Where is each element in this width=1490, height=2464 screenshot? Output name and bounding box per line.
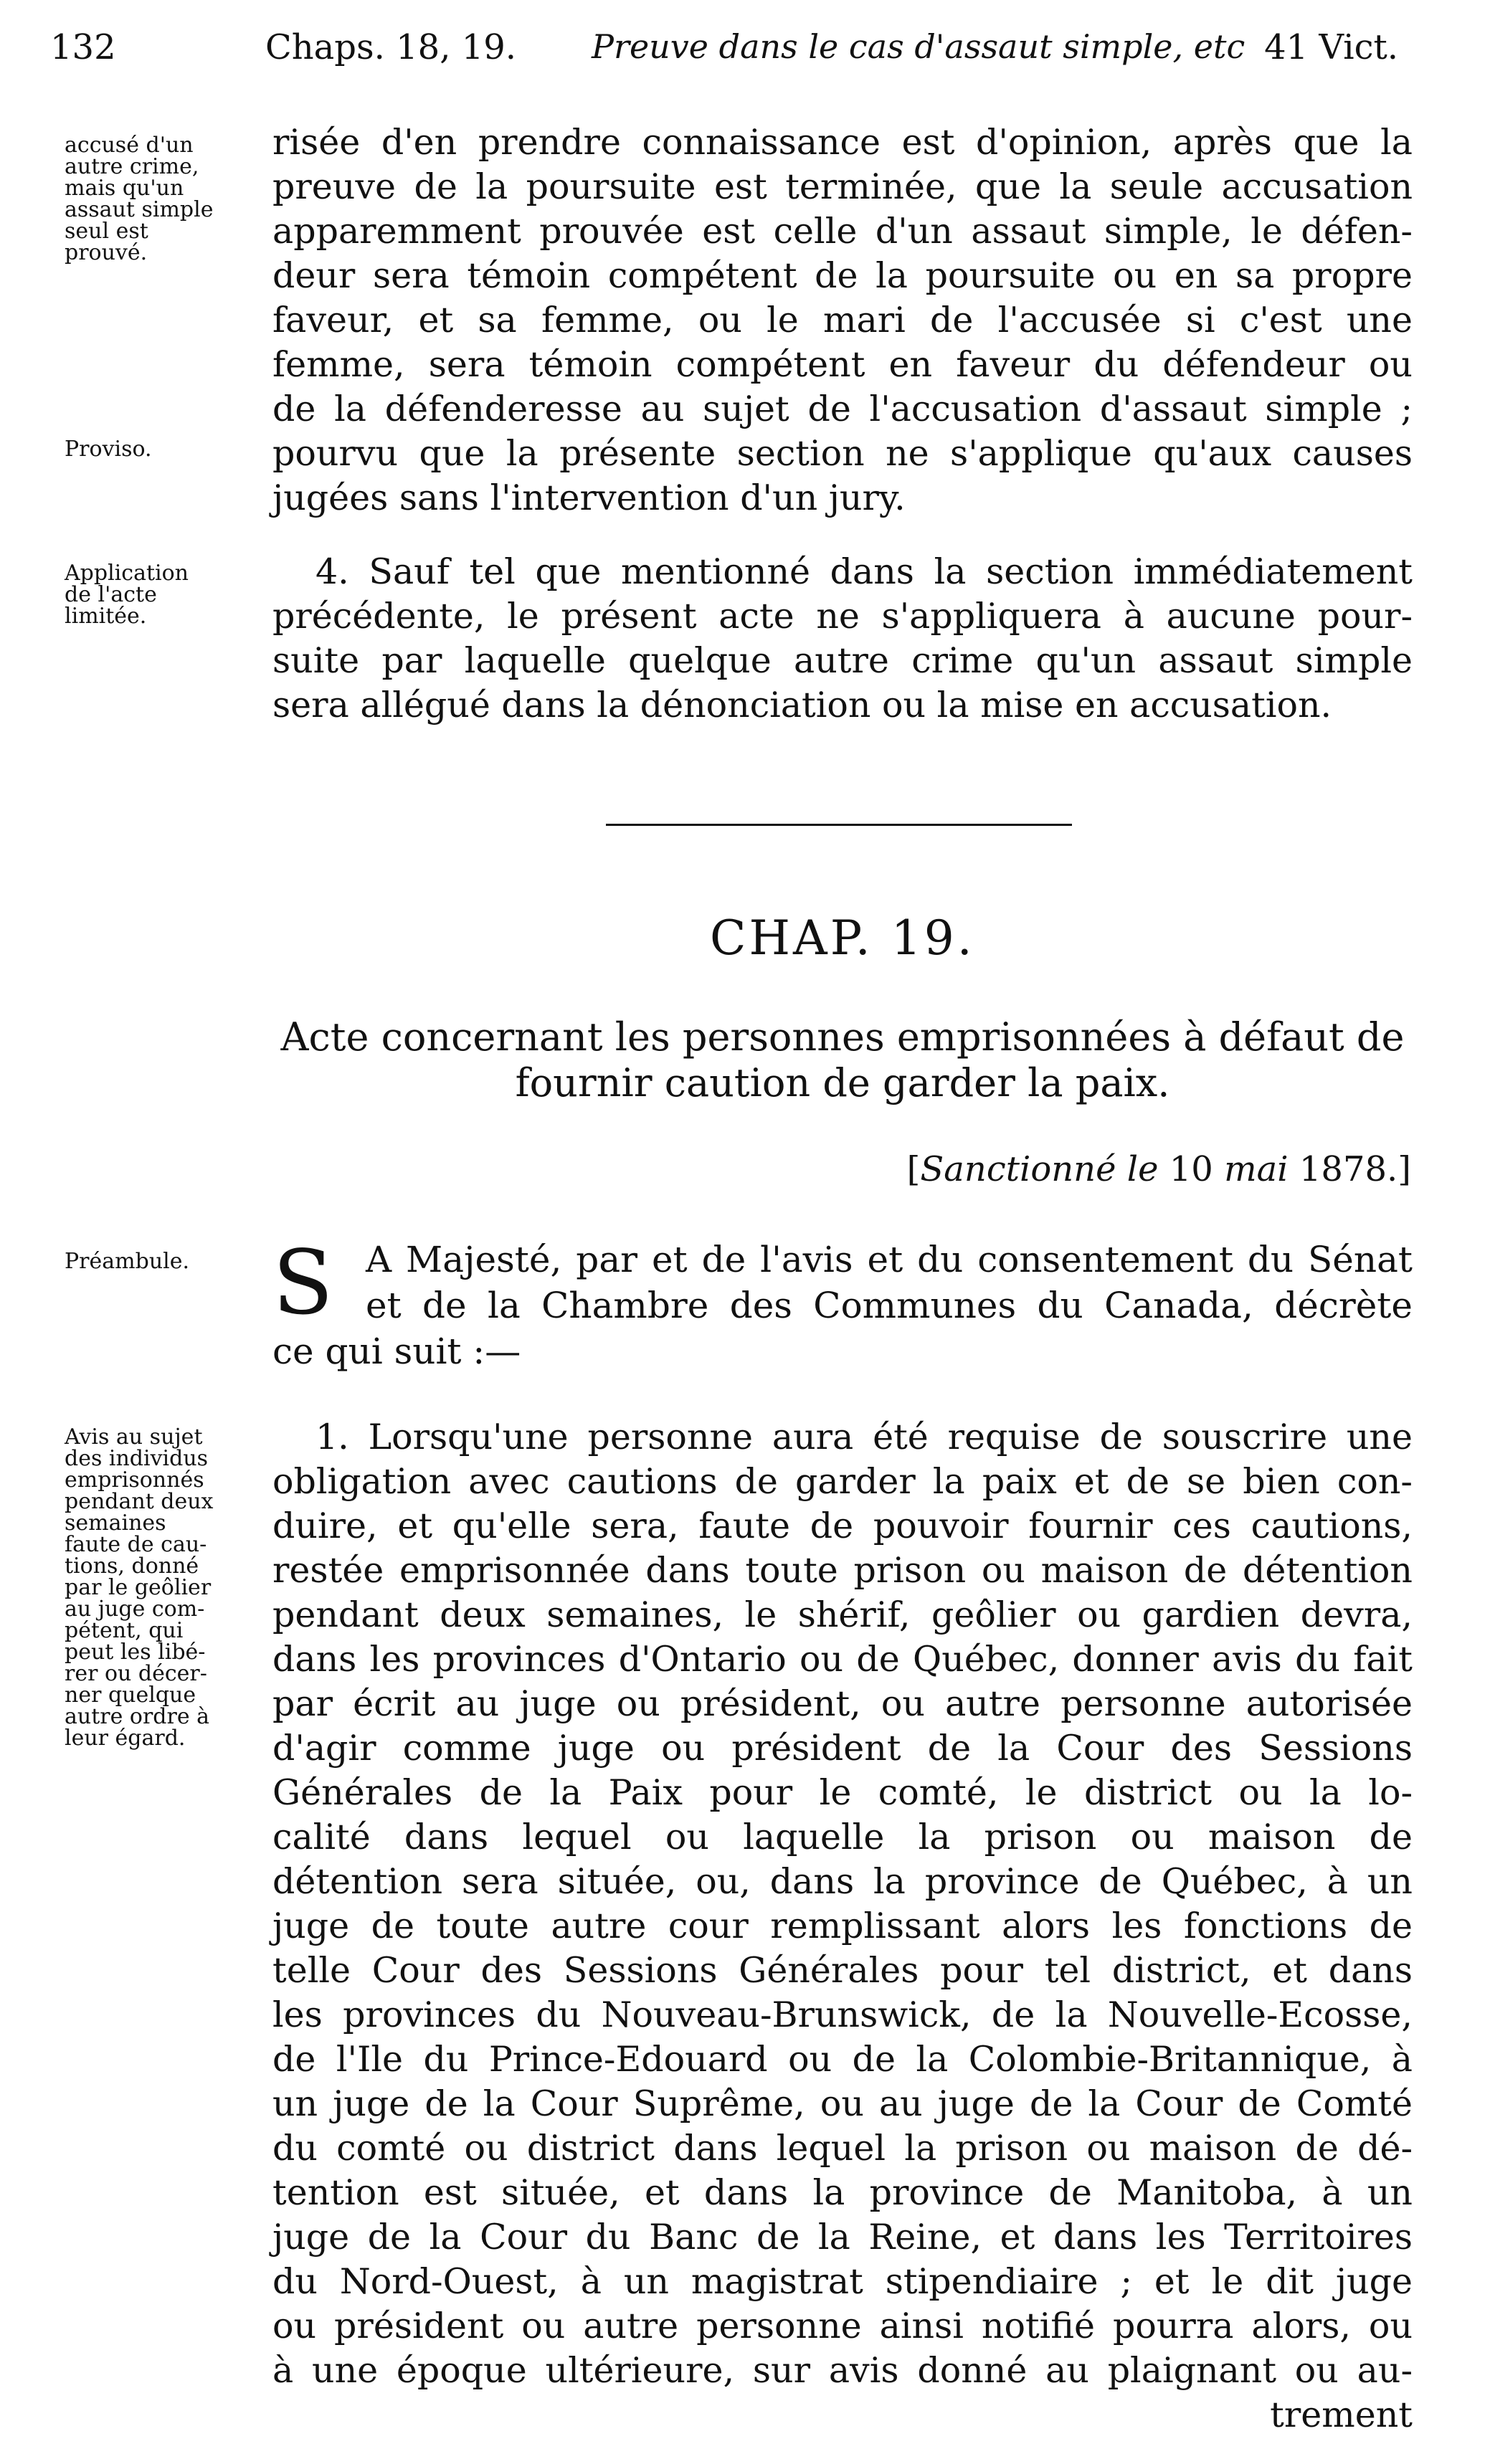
- note-line: de l'acte: [65, 582, 157, 607]
- note-line: au juge com-: [65, 1597, 205, 1622]
- note-line: Application: [65, 561, 189, 586]
- text-line: du comté ou district dans lequel la prison ou maison de dé-: [272, 2128, 1413, 2169]
- text-line: de la défenderesse au sujet de l'accusation d'assaut simple ;: [272, 389, 1413, 429]
- margin-note-notice: [65, 1424, 265, 1751]
- note-line: des individus: [65, 1446, 209, 1471]
- note-line: ner quelque: [65, 1683, 196, 1708]
- note-line: peut les libé-: [65, 1640, 206, 1665]
- text-line: pourvu que la présente section ne s'applique qu'aux causes: [272, 433, 1413, 474]
- running-title: Preuve dans le cas d'assaut simple, etc: [592, 27, 1245, 66]
- text-line: preuve de la poursuite est terminée, que la seule accusation: [272, 166, 1413, 207]
- text-line: ou président ou autre personne ainsi notifié pourra alors, ou: [272, 2306, 1413, 2346]
- text-line: apparemment prouvée est celle d'un assaut simple, le défen-: [272, 211, 1413, 252]
- text-line: deur sera témoin compétent de la poursuite ou en sa propre: [272, 255, 1413, 296]
- section-1: [272, 1415, 1413, 2437]
- sanction-label: Sanctionné le: [920, 1149, 1159, 1189]
- note-line: par le geôlier: [65, 1575, 212, 1600]
- text-line: tention est située, et dans la province de Manitoba, à un: [272, 2172, 1413, 2213]
- enacting-clause: [272, 1232, 1413, 1374]
- text-line: 1. Lorsqu'une personne aura été requise de souscrire une: [315, 1417, 1413, 1457]
- note-line: seul est: [65, 219, 148, 244]
- text-line: les provinces du Nouveau-Brunswick, de la Nouvelle-Ecosse,: [272, 1994, 1413, 2035]
- note-line: emprisonnés: [65, 1468, 204, 1493]
- text-line: et de la Chambre des Communes du Canada, décrète: [366, 1285, 1413, 1326]
- text-line: sera allégué dans la dénonciation ou la mise en accusation.: [272, 685, 1332, 726]
- text-line: A Majesté, par et de l'avis et du consentement du Sénat: [366, 1239, 1413, 1280]
- sanction-year: 1878.]: [1299, 1149, 1411, 1189]
- margin-note-preamble: [65, 1251, 265, 1273]
- regnal-year: 41 Vict.: [1264, 27, 1398, 67]
- sanction-date: [907, 1149, 1411, 1189]
- section-divider: [606, 824, 1072, 826]
- running-header: [50, 27, 1413, 77]
- chap18-paragraph: [272, 120, 1413, 520]
- text-line: de l'Ile du Prince-Edouard ou de la Colombie-Britannique, à: [272, 2039, 1413, 2080]
- text-line: trement: [1270, 2394, 1413, 2435]
- note-line: accusé d'un: [65, 133, 194, 158]
- chapter-heading: CHAP. 19.: [710, 910, 975, 966]
- text-line: Générales de la Paix pour le comté, le district ou la lo-: [272, 1772, 1413, 1813]
- margin-note-application: [65, 563, 265, 627]
- chapter-reference: Chaps. 18, 19.: [265, 27, 517, 67]
- note-line: leur égard.: [65, 1726, 186, 1751]
- text-line: 4. Sauf tel que mentionné dans la section immédiatement: [315, 551, 1413, 592]
- note-line: rer ou décer-: [65, 1661, 207, 1686]
- text-line: jugées sans l'intervention d'un jury.: [272, 477, 906, 518]
- text-line: femme, sera témoin compétent en faveur du défendeur ou: [272, 344, 1413, 385]
- title-line: fournir caution de garder la paix.: [515, 1060, 1170, 1105]
- note-line: semaines: [65, 1511, 166, 1536]
- bracket-open: [: [906, 1149, 921, 1189]
- sanction-month: mai: [1224, 1149, 1289, 1189]
- text-line: détention sera située, ou, dans la province de Québec, à un: [272, 1861, 1413, 1902]
- title-line: Acte concernant les personnes emprisonnées à défaut de: [280, 1014, 1405, 1060]
- note-line: autre ordre à: [65, 1704, 210, 1729]
- note-line: prouvé.: [65, 240, 148, 265]
- text-line: précédente, le présent acte ne s'appliquera à aucune pour-: [272, 596, 1413, 637]
- note-line: mais qu'un: [65, 176, 184, 201]
- margin-note-proviso: [65, 439, 265, 460]
- text-line: du Nord-Ouest, à un magistrat stipendiaire ; et le dit juge: [272, 2261, 1413, 2302]
- text-line: calité dans lequel ou laquelle la prison ou maison de: [272, 1817, 1413, 1857]
- text-line: duire, et qu'elle sera, faute de pouvoir fournir ces cautions,: [272, 1505, 1413, 1546]
- text-line: juge de toute autre cour remplissant alors les fonctions de: [272, 1906, 1413, 1946]
- page-number: 132: [50, 27, 116, 67]
- text-line: restée emprisonnée dans toute prison ou maison de détention: [272, 1550, 1413, 1591]
- sanction-day: 10: [1169, 1149, 1213, 1189]
- note-line: limitée.: [65, 604, 147, 629]
- text-line: risée d'en prendre connaissance est d'opinion, après que la: [272, 122, 1413, 163]
- text-line: faveur, et sa femme, ou le mari de l'accusée si c'est une: [272, 300, 1413, 341]
- text-line: d'agir comme juge ou président de la Cour des Sessions: [272, 1728, 1413, 1769]
- text-line: ce qui suit :—: [272, 1331, 521, 1372]
- note-line: faute de cau-: [65, 1532, 207, 1557]
- note-line: Proviso.: [65, 437, 152, 462]
- note-line: tions, donné: [65, 1554, 199, 1579]
- note-line: pétent, qui: [65, 1618, 184, 1643]
- text-line: à une époque ultérieure, sur avis donné au plaignant ou au-: [272, 2350, 1413, 2391]
- text-line: juge de la Cour du Banc de la Reine, et dans les Territoires: [272, 2217, 1413, 2258]
- text-line: un juge de la Cour Suprême, ou au juge de la Cour de Comté: [272, 2083, 1413, 2124]
- text-line: par écrit au juge ou président, ou autre personne autorisée: [272, 1683, 1413, 1724]
- drop-cap: S: [272, 1232, 333, 1335]
- note-line: assaut simple: [65, 197, 214, 222]
- act-title: [272, 1014, 1413, 1106]
- text-line: obligation avec cautions de garder la paix et de se bien con-: [272, 1461, 1413, 1502]
- text-line: pendant deux semaines, le shérif, geôlier ou gardien devra,: [272, 1594, 1413, 1635]
- section-4: [272, 550, 1413, 728]
- text-line: suite par laquelle quelque autre crime qu'un assaut simple: [272, 640, 1413, 681]
- note-line: pendant deux: [65, 1489, 214, 1514]
- note-line: Avis au sujet: [65, 1424, 203, 1450]
- margin-note-accused: [65, 135, 265, 264]
- text-line: dans les provinces d'Ontario ou de Québec, donner avis du fait: [272, 1639, 1413, 1680]
- text-line: telle Cour des Sessions Générales pour tel district, et dans: [272, 1950, 1413, 1991]
- note-line: autre crime,: [65, 154, 199, 179]
- note-line: Préambule.: [65, 1249, 190, 1274]
